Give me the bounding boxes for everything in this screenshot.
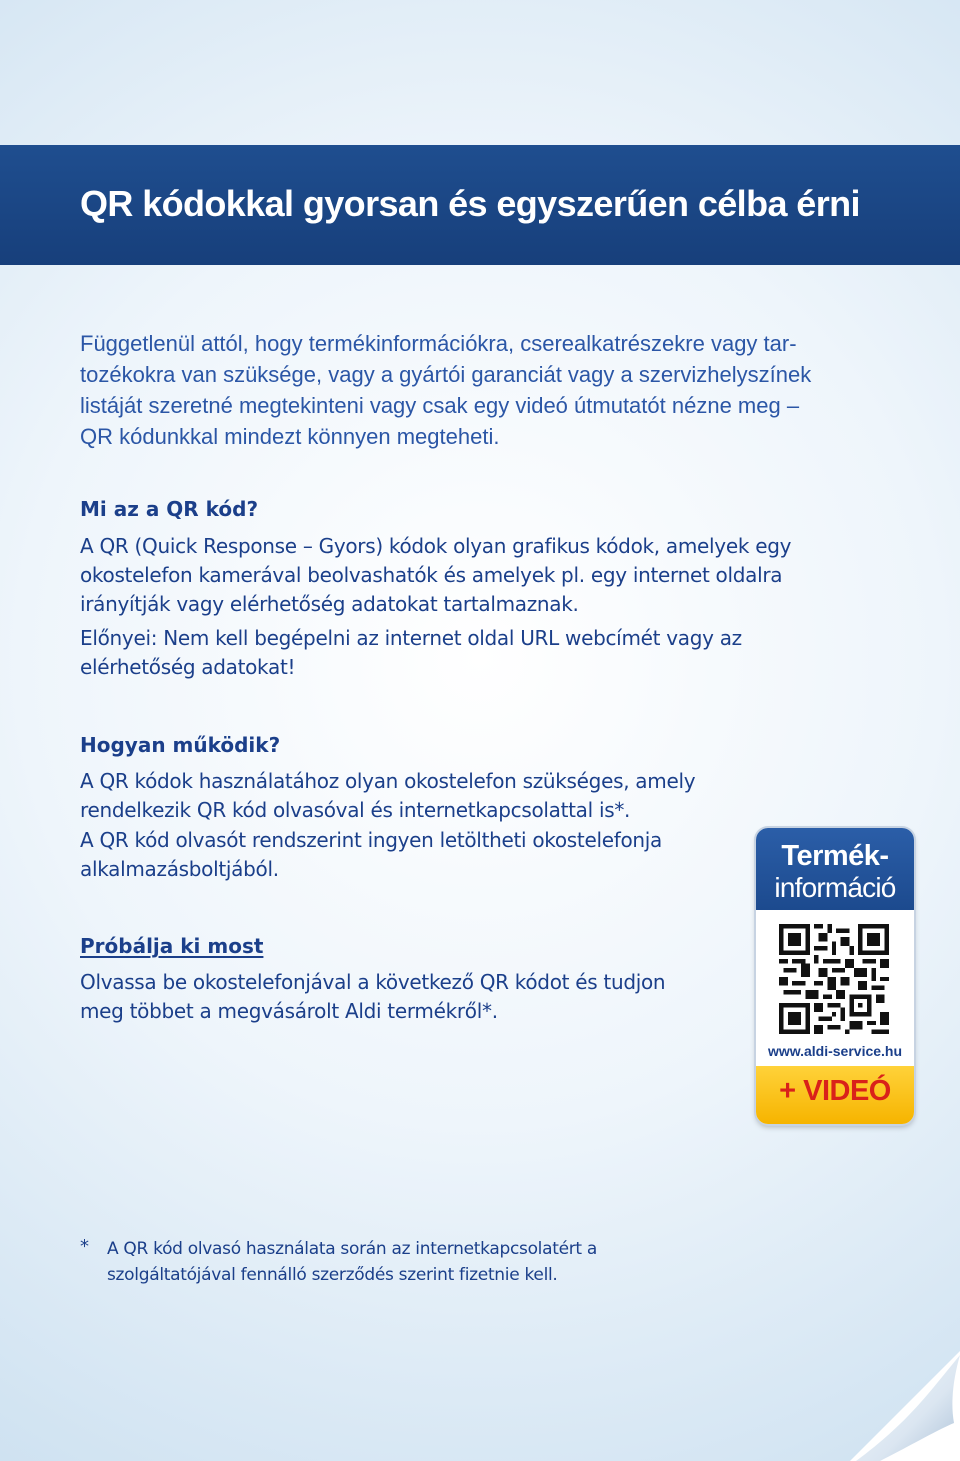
text-line: Olvassa be okostelefonjával a következő QR kódot és tudjon <box>80 970 666 994</box>
how-it-works-paragraph-1 <box>80 767 695 825</box>
badge-title-line-2: információ <box>774 872 896 903</box>
intro-line: listáját szeretné megtekinteni vagy csak egy videó útmutatót nézne meg – <box>80 393 800 418</box>
text-line: A QR kód olvasó használata során az internetkapcsolatért a <box>107 1239 598 1259</box>
badge-url-link[interactable]: www.aldi-service.hu <box>767 1043 903 1059</box>
text-line: A QR kód olvasót rendszerint ingyen letöltheti okostelefonja <box>80 828 662 852</box>
try-now-heading: Próbálja ki most <box>80 934 264 958</box>
badge-title-line-1: Termék- <box>781 840 889 872</box>
intro-line: QR kódunkkal mindezt könnyen megteheti. <box>80 424 500 449</box>
text-line: Előnyei: Nem kell begépelni az internet oldal URL webcímét vagy az <box>80 626 742 650</box>
what-is-paragraph-1 <box>80 532 791 619</box>
page-curl-decoration <box>850 1351 960 1461</box>
page-title: QR kódokkal gyorsan és egyszerűen célba érni <box>80 183 860 224</box>
text-line: okostelefon kamerával beolvashatók és amelyek pl. egy internet oldalra <box>80 563 783 587</box>
text-line: A QR (Quick Response – Gyors) kódok olyan grafikus kódok, amelyek egy <box>80 534 792 558</box>
text-line: rendelkezik QR kód olvasóval és internetkapcsolattal is*. <box>80 798 631 822</box>
intro-line: tozékokra van szüksége, vagy a gyártói garanciát vagy a szervizhelyszínek <box>80 362 812 387</box>
video-label: + VIDEÓ <box>779 1075 891 1107</box>
product-info-badge <box>756 828 914 1124</box>
how-it-works-paragraph-2 <box>80 826 662 884</box>
intro-line: Függetlenül attól, hogy termékinformációkra, cserealkatrészekre vagy tar- <box>80 331 797 356</box>
badge-header <box>756 828 914 910</box>
qr-code-icon[interactable] <box>779 924 889 1034</box>
intro-paragraph <box>80 328 860 452</box>
how-it-works-heading: Hogyan működik? <box>80 733 281 757</box>
what-is-paragraph-2 <box>80 624 742 682</box>
text-line: A QR kódok használatához olyan okostelefon szükséges, amely <box>80 769 696 793</box>
what-is-heading: Mi az a QR kód? <box>80 497 259 521</box>
text-line: meg többet a megvásárolt Aldi termékről*. <box>80 999 498 1023</box>
footnote-marker: * <box>80 1236 89 1257</box>
text-line: elérhetőség adatokat! <box>80 655 296 679</box>
footnote-text <box>107 1236 667 1288</box>
try-now-paragraph <box>80 968 665 1026</box>
text-line: irányítják vagy elérhetőség adatokat tartalmaznak. <box>80 592 579 616</box>
text-line: szolgáltatójával fennálló szerződés szerint fizetnie kell. <box>107 1265 558 1285</box>
text-line: alkalmazásboltjából. <box>80 857 279 881</box>
badge-video-band <box>756 1066 914 1124</box>
